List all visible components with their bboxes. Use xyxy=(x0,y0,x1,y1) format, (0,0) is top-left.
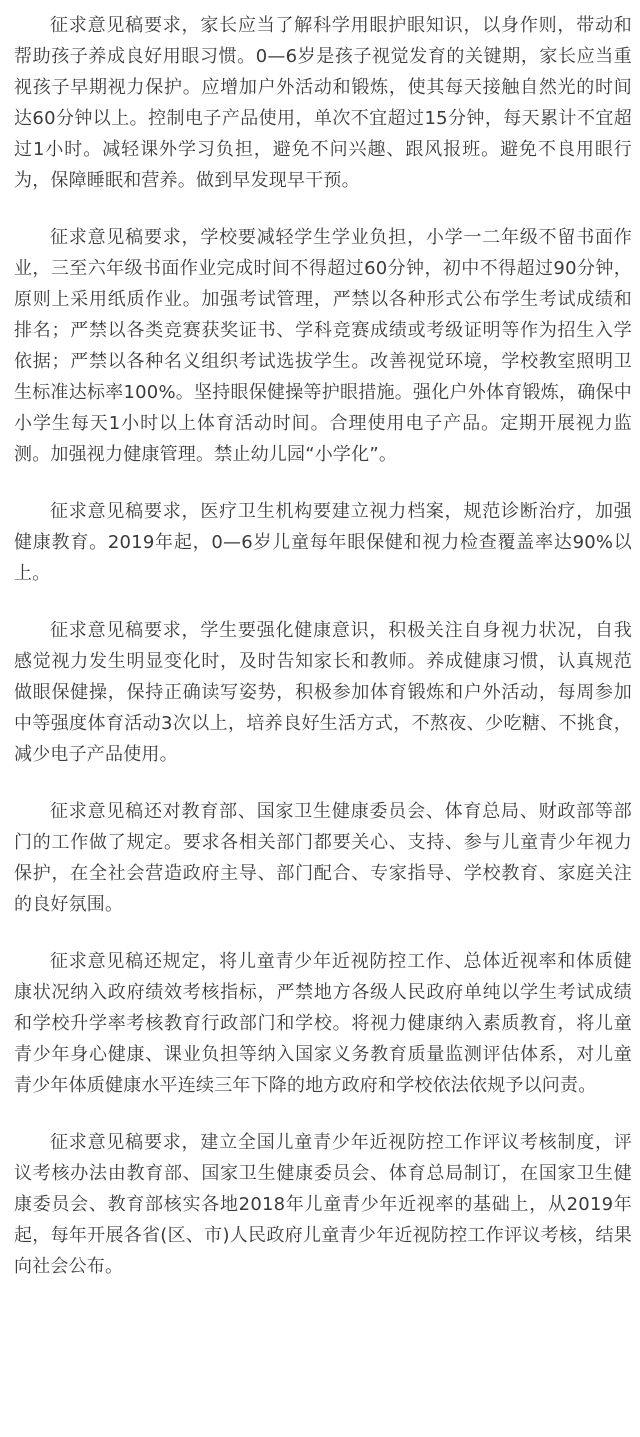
paragraph-government: 征求意见稿还规定，将儿童青少年近视防控工作、总体近视率和体质健康状况纳入政府绩效考核指标，严禁地方各级人民政府单纯以学生考试成绩和学校升学率考核教育行政部门和学校。将视力健康纳入素质教育，将儿童青少年身心健康、课业负担等纳入国家义务教育质量监测评估体系，对儿童青少年体质健康水平连续三年下降的地方政府和学校依法依规予以问责。 xyxy=(14,951,632,1096)
paragraph-schools: 征求意见稿要求，学校要减轻学生学业负担，小学一二年级不留书面作业，三至六年级书面作业完成时间不得超过60分钟，初中不得超过90分钟，原则上采用纸质作业。加强考试管理，严禁以各种形式公布学生考试成绩和排名；严禁以各类竞赛获奖证书、学科竞赛成绩或考级证明等作为招生入学依据；严禁以各种名义组织考试选拔学生。改善视觉环境，学校教室照明卫生标准达标率100%。坚持眼保健操等护眼措施。强化户外体育锻炼，确保中小学生每天1小时以上体育活动时间。合理使用电子产品。定期开展视力监测。加强视力健康管理。禁止幼儿园“小学化”。 xyxy=(14,227,632,465)
paragraph-students: 征求意见稿要求，学生要强化健康意识，积极关注自身视力状况，自我感觉视力发生明显变化时，及时告知家长和教师。养成健康习惯，认真规范做眼保健操，保持正确读写姿势，积极参加体育锻炼和户外活动，每周参加中等强度体育活动3次以上，培养良好生活方式，不熬夜、少吃糖、不挑食，减少电子产品使用。 xyxy=(14,620,632,765)
paragraph-departments: 征求意见稿还对教育部、国家卫生健康委员会、体育总局、财政部等部门的工作做了规定。要求各相关部门都要关心、支持、参与儿童青少年视力保护，在全社会营造政府主导、部门配合、专家指导、学校教育、家庭关注的良好氛围。 xyxy=(14,801,632,915)
paragraph-assessment: 征求意见稿要求，建立全国儿童青少年近视防控工作评议考核制度，评议考核办法由教育部、国家卫生健康委员会、体育总局制订，在国家卫生健康委员会、教育部核实各地2018年儿童青少年近视率的基础上，从2019年起，每年开展各省(区、市)人民政府儿童青少年近视防控工作评议考核，结果向社会公布。 xyxy=(14,1132,632,1277)
paragraph-medical: 征求意见稿要求，医疗卫生机构要建立视力档案，规范诊断治疗，加强健康教育。2019年起，0—6岁儿童每年眼保健和视力检查覆盖率达90%以上。 xyxy=(14,501,632,584)
paragraph-parents: 征求意见稿要求，家长应当了解科学用眼护眼知识，以身作则，带动和帮助孩子养成良好用眼习惯。0—6岁是孩子视觉发育的关键期，家长应当重视孩子早期视力保护。应增加户外活动和锻炼，使其每天接触自然光的时间达60分钟以上。控制电子产品使用，单次不宜超过15分钟，每天累计不宜超过1小时。减轻课外学习负担，避免不问兴趣、跟风报班。避免不良用眼行为，保障睡眠和营养。做到早发现早干预。 xyxy=(14,15,632,191)
